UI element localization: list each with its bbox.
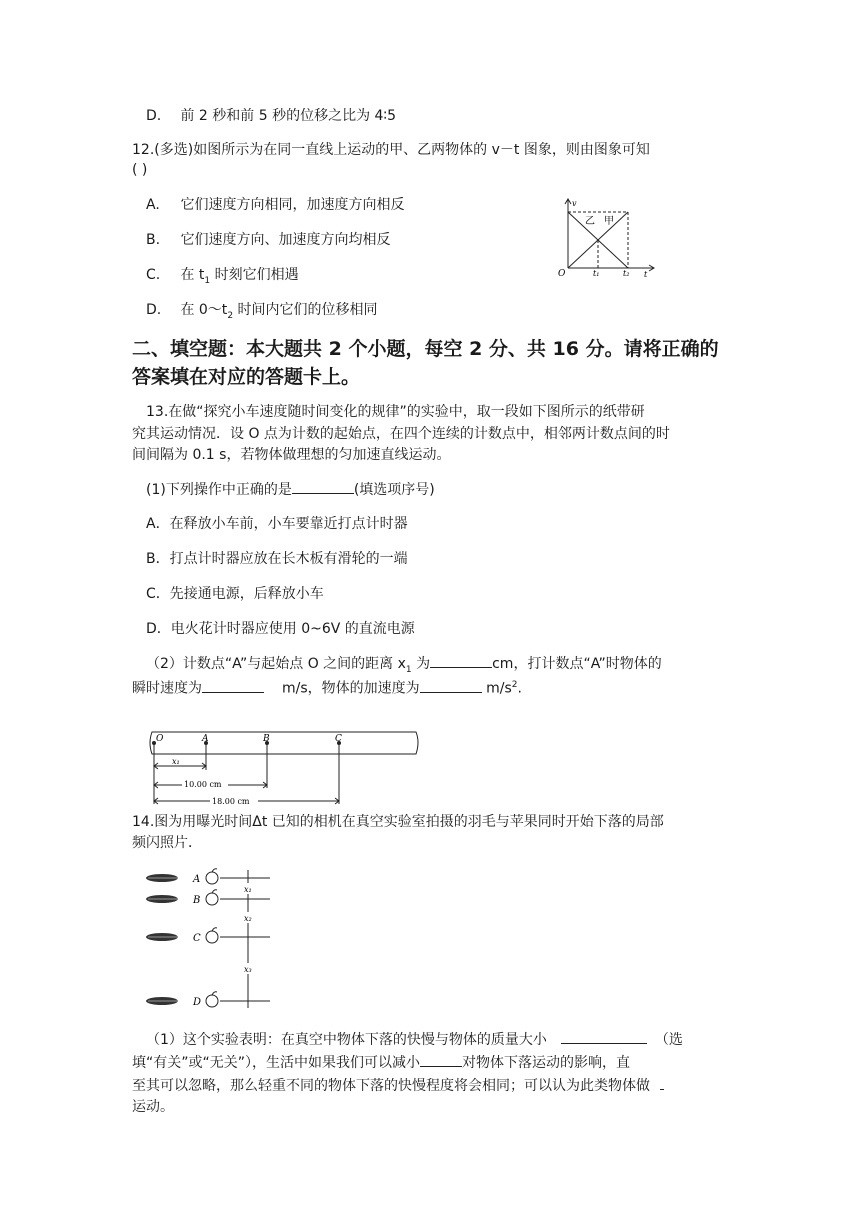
answer-blank[interactable] (430, 653, 492, 668)
feather-a (146, 874, 178, 882)
q11-option-d (146, 106, 396, 126)
q13-part1 (146, 479, 435, 500)
superscript: 2 (511, 680, 518, 690)
part2-end: . (517, 680, 522, 697)
origin-label: O (558, 269, 566, 278)
part2-text-b: 为 (411, 656, 431, 672)
option-text-pre: 在 t (180, 267, 205, 283)
p1-text-b: （选 (654, 1032, 683, 1048)
q12-stem: 12.(多选)如图所示为在同一直线上运动的甲、乙两物体的 v－t 图象，则由图象可知 (132, 142, 650, 158)
q14-part1-line3 (132, 1075, 664, 1096)
option-text: 前 2 秒和前 5 秒的位移之比为 4∶5 (180, 108, 396, 124)
label-a: A (202, 734, 209, 744)
option-text: 它们速度方向、加速度方向均相反 (180, 232, 391, 248)
option-text: 它们速度方向相同，加速度方向相反 (180, 197, 405, 213)
option-text-pre: 在 0～t (180, 302, 228, 318)
option-text-post: 时间内它们的位移相同 (233, 302, 378, 318)
section2-title-line2: 答案填在对应的答题卡上。 (132, 366, 361, 388)
vt-graph-figure (552, 196, 662, 278)
q14-stem-line1: 14.图为用曝光时间Δt 已知的相机在真空实验室拍摄的羽毛与苹果同时开始下落的局部 (132, 814, 664, 830)
q13-part2-line2 (132, 675, 522, 699)
label-d: D (193, 997, 202, 1008)
option-letter: D. (146, 302, 162, 318)
p1-text-a: （1）这个实验表明：在真空中物体下落的快慢与物体的质量大小 (146, 1032, 547, 1048)
q13-option-a: A．在释放小车前，小车要靠近打点计时器 (146, 516, 408, 532)
yi-label: 乙 (585, 216, 595, 227)
apple-c (206, 931, 218, 943)
label-x1: x₁ (244, 885, 252, 894)
label-x1: x₁ (172, 757, 180, 766)
option-letter: A. (146, 197, 160, 213)
option-letter: B. (146, 232, 161, 248)
q13-intro-line3: 间间隔为 0.1 s，若物体做理想的匀加速直线运动。 (132, 447, 451, 463)
section2-title-line1: 二、填空题：本大题共 2 个小题，每空 2 分、共 16 分。请将正确的 (132, 338, 719, 360)
subscript: 1 (405, 664, 412, 675)
q13-option-c: C．先接通电源，后释放小车 (146, 586, 324, 602)
label-b: B (263, 734, 270, 744)
q12-option-b (146, 230, 390, 250)
jia-label: 甲 (604, 216, 614, 227)
q14-part1-line2 (132, 1052, 630, 1073)
q14-stem-line2: 频闪照片． (132, 835, 202, 851)
q13-option-b: B．打点计时器应放在长木板有滑轮的一端 (146, 551, 408, 567)
label-18cm: 18.00 cm (212, 797, 250, 806)
option-text-post: 时刻它们相遇 (210, 267, 299, 283)
answer-blank[interactable] (420, 678, 482, 693)
label-c: C (193, 933, 201, 944)
answer-blank[interactable] (420, 1052, 462, 1067)
label-c: C (335, 734, 342, 744)
part2-line2-a: 瞬时速度为 (132, 680, 202, 697)
part2-line2-c: m/s (481, 680, 512, 697)
q13-option-d: D．电火花计时器应使用 0~6V 的直流电源 (146, 621, 415, 637)
part2-line2-b: m/s，物体的加速度为 (282, 680, 420, 697)
q12-answer-paren: ( ) (132, 162, 148, 178)
v-label: v (572, 199, 577, 208)
t1-label: t₁ (593, 269, 600, 278)
part1-text-post: (填选项序号) (353, 482, 435, 498)
apple-d (206, 995, 218, 1007)
q12-option-c (146, 265, 299, 291)
answer-blank[interactable] (202, 678, 264, 693)
label-b: B (193, 895, 201, 906)
option-letter: C. (146, 267, 161, 283)
apple-a (206, 872, 218, 884)
label-o: O (156, 734, 164, 744)
apple-b (206, 893, 218, 905)
answer-blank[interactable] (561, 1029, 647, 1044)
p2-text-a: 填“有关”或“无关”），生活中如果我们可以减小 (132, 1055, 421, 1071)
p2-text-b: 对物体下落运动的影响，直 (462, 1055, 631, 1071)
label-a: A (193, 874, 201, 885)
answer-blank[interactable] (292, 479, 354, 494)
p3-text: 至其可以忽略，那么轻重不同的物体下落的快慢程度将会相同；可以认为此类物体做 (132, 1078, 650, 1094)
part2-text-a: （2）计数点“A”与起始点 O 之间的距离 x (146, 656, 406, 672)
strobe-photo-figure (144, 864, 272, 1012)
paper-tape-figure (144, 724, 424, 808)
part1-text-pre: (1)下列操作中正确的是 (146, 482, 292, 498)
q14-part1-line4: 运动。 (132, 1099, 174, 1115)
t2-label: t₂ (623, 269, 630, 278)
label-x3: x₃ (244, 965, 252, 974)
tape-outline (150, 732, 418, 754)
feather-c (146, 933, 178, 941)
answer-blank[interactable] (660, 1075, 664, 1090)
q12-option-d (146, 300, 378, 326)
label-10cm: 10.00 cm (184, 780, 222, 789)
label-x2: x₂ (244, 914, 252, 923)
feather-b (146, 895, 178, 903)
q12-option-a (146, 195, 404, 215)
subscript: 1 (204, 275, 211, 286)
part2-text-c: cm，打计数点“A”时物体的 (492, 656, 662, 672)
t-label: t (644, 270, 648, 278)
subscript: 2 (227, 310, 234, 321)
q13-intro-line2: 究其运动情况．设 O 点为计数的起始点，在四个连续的计数点中，相邻两计数点间的时 (132, 426, 670, 442)
feather-d (146, 997, 178, 1005)
q14-part1-line1 (146, 1029, 683, 1050)
q13-intro-line1: 13.在做“探究小车速度随时间变化的规律”的实验中，取一段如下图所示的纸带研 (146, 404, 645, 420)
option-letter: D. (146, 108, 162, 124)
